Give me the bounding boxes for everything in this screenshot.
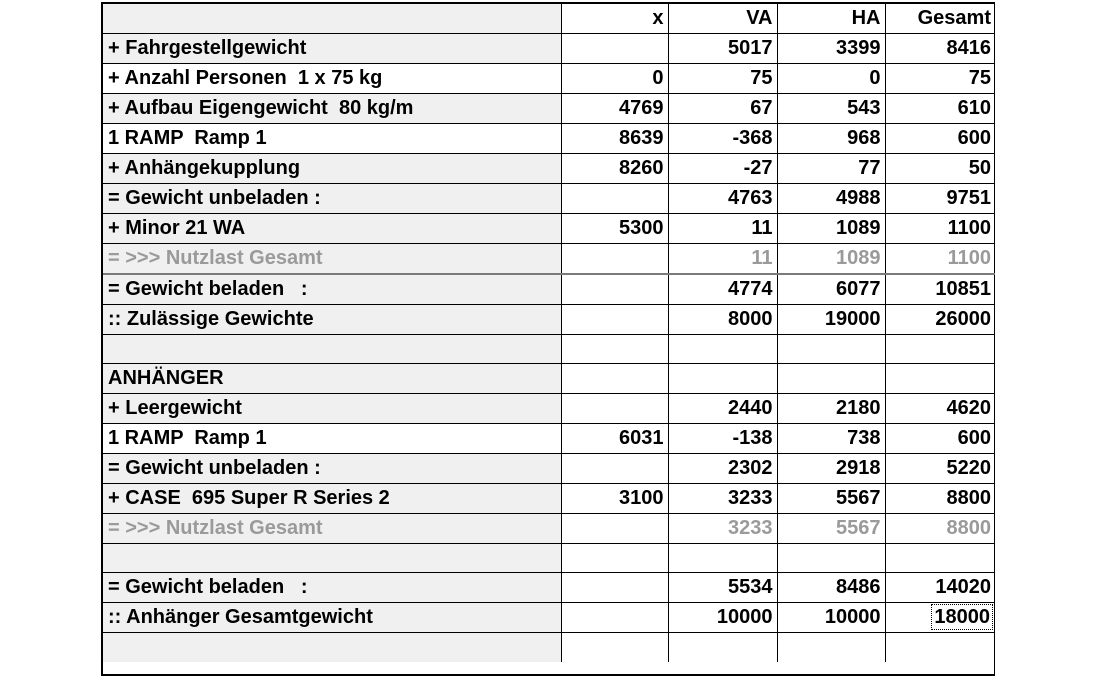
table-row[interactable]: [103, 364, 995, 394]
table-row[interactable]: [103, 274, 995, 305]
table-row[interactable]: [103, 305, 995, 335]
cell-va[interactable]: 67: [668, 94, 777, 124]
cell-ha[interactable]: 1089: [777, 214, 885, 244]
cell-x[interactable]: [561, 184, 668, 214]
cell-x[interactable]: 0: [561, 64, 668, 94]
header-gesamt: Gesamt: [885, 4, 995, 34]
cell-va[interactable]: 2440: [668, 394, 777, 424]
cell-gesamt[interactable]: 8800: [885, 484, 995, 514]
table-row[interactable]: [103, 633, 995, 662]
cell-va[interactable]: -138: [668, 424, 777, 454]
row-label[interactable]: + Anzahl Personen 1 x 75 kg: [103, 64, 561, 94]
cell-gesamt[interactable]: [885, 544, 995, 573]
cell-gesamt[interactable]: 14020: [885, 573, 995, 603]
table-row[interactable]: [103, 244, 995, 275]
cell-gesamt[interactable]: 600: [885, 424, 995, 454]
cell-ha[interactable]: 2180: [777, 394, 885, 424]
cell-va[interactable]: 11: [668, 214, 777, 244]
cell-ha[interactable]: 77: [777, 154, 885, 184]
cell-x[interactable]: 8260: [561, 154, 668, 184]
row-label[interactable]: + Aufbau Eigengewicht 80 kg/m: [103, 94, 561, 124]
table-row[interactable]: [103, 94, 995, 124]
row-label[interactable]: = Gewicht unbeladen :: [103, 184, 561, 214]
cell-gesamt[interactable]: 1100: [885, 214, 995, 244]
cell-x[interactable]: [561, 394, 668, 424]
cell-va[interactable]: 4774: [668, 274, 777, 305]
cell-ha[interactable]: 5567: [777, 514, 885, 544]
table-row[interactable]: [103, 544, 995, 573]
row-label[interactable]: :: Anhänger Gesamtgewicht: [103, 603, 561, 633]
cell-gesamt[interactable]: 5220: [885, 454, 995, 484]
row-label[interactable]: = >>> Nutzlast Gesamt: [103, 244, 561, 275]
table-row[interactable]: [103, 454, 995, 484]
cell-gesamt[interactable]: 610: [885, 94, 995, 124]
cell-gesamt[interactable]: 50: [885, 154, 995, 184]
cell-x[interactable]: [561, 633, 668, 662]
table-row[interactable]: [103, 603, 995, 633]
section-heading-anhaenger[interactable]: ANHÄNGER: [103, 364, 561, 394]
cell-va[interactable]: [668, 335, 777, 364]
cell-va[interactable]: 5017: [668, 34, 777, 64]
table-row[interactable]: [103, 214, 995, 244]
cell-x[interactable]: [561, 34, 668, 64]
row-label[interactable]: = Gewicht beladen :: [103, 573, 561, 603]
cell-va[interactable]: -368: [668, 124, 777, 154]
cell-gesamt[interactable]: 8800: [885, 514, 995, 544]
cell-ha[interactable]: 738: [777, 424, 885, 454]
row-label[interactable]: = >>> Nutzlast Gesamt: [103, 514, 561, 544]
cell-va[interactable]: 4763: [668, 184, 777, 214]
cell-gesamt[interactable]: 75: [885, 64, 995, 94]
cell-gesamt[interactable]: [885, 364, 995, 394]
cell-ha[interactable]: 19000: [777, 305, 885, 335]
cell-va[interactable]: 3233: [668, 514, 777, 544]
row-label[interactable]: + Leergewicht: [103, 394, 561, 424]
cell-x[interactable]: [561, 573, 668, 603]
weight-calculation-grid: [101, 2, 995, 676]
table-row[interactable]: [103, 394, 995, 424]
cell-ha[interactable]: [777, 335, 885, 364]
table-row[interactable]: [103, 335, 995, 364]
row-label[interactable]: + CASE 695 Super R Series 2: [103, 484, 561, 514]
cell-va[interactable]: 5534: [668, 573, 777, 603]
cell-gesamt-focused[interactable]: [885, 603, 995, 633]
header-va: VA: [668, 4, 777, 34]
cell-ha[interactable]: 2918: [777, 454, 885, 484]
cell-gesamt[interactable]: [885, 633, 995, 662]
cell-gesamt[interactable]: 600: [885, 124, 995, 154]
table-row[interactable]: [103, 124, 995, 154]
cell-gesamt[interactable]: 26000: [885, 305, 995, 335]
cell-ha[interactable]: 4988: [777, 184, 885, 214]
cell-x[interactable]: [561, 454, 668, 484]
row-label[interactable]: 1 RAMP Ramp 1: [103, 424, 561, 454]
cell-x[interactable]: [561, 364, 668, 394]
cell-gesamt[interactable]: [885, 335, 995, 364]
cell-gesamt[interactable]: 1100: [885, 244, 995, 275]
header-row: [103, 4, 995, 34]
row-label[interactable]: [103, 335, 561, 364]
cell-x[interactable]: [561, 274, 668, 305]
table-row[interactable]: [103, 573, 995, 603]
cell-ha[interactable]: 8486: [777, 573, 885, 603]
row-label[interactable]: = Gewicht beladen :: [103, 274, 561, 305]
cell-va[interactable]: 3233: [668, 484, 777, 514]
table-row[interactable]: [103, 424, 995, 454]
row-label[interactable]: = Gewicht unbeladen :: [103, 454, 561, 484]
cell-gesamt[interactable]: 10851: [885, 274, 995, 305]
cell-ha[interactable]: [777, 544, 885, 573]
cell-x[interactable]: [561, 244, 668, 275]
cell-x[interactable]: 5300: [561, 214, 668, 244]
cell-gesamt[interactable]: 4620: [885, 394, 995, 424]
cell-va[interactable]: [668, 633, 777, 662]
cell-va[interactable]: 11: [668, 244, 777, 275]
cell-ha[interactable]: 6077: [777, 274, 885, 305]
cell-x[interactable]: [561, 335, 668, 364]
cell-ha[interactable]: 0: [777, 64, 885, 94]
cell-ha[interactable]: 543: [777, 94, 885, 124]
cell-va[interactable]: 75: [668, 64, 777, 94]
row-label[interactable]: 1 RAMP Ramp 1: [103, 124, 561, 154]
cell-va[interactable]: 8000: [668, 305, 777, 335]
row-label[interactable]: + Anhängekupplung: [103, 154, 561, 184]
focused-cell-value[interactable]: 18000: [934, 606, 990, 628]
header-ha: HA: [777, 4, 885, 34]
row-label[interactable]: [103, 633, 561, 662]
cell-ha[interactable]: 1089: [777, 244, 885, 275]
cell-va[interactable]: 2302: [668, 454, 777, 484]
table-row[interactable]: [103, 34, 995, 64]
cell-gesamt[interactable]: 8416: [885, 34, 995, 64]
cell-va[interactable]: [668, 364, 777, 394]
table-row[interactable]: [103, 484, 995, 514]
cell-ha[interactable]: 968: [777, 124, 885, 154]
cell-x[interactable]: 3100: [561, 484, 668, 514]
cell-x[interactable]: 6031: [561, 424, 668, 454]
row-label[interactable]: + Fahrgestellgewicht: [103, 34, 561, 64]
cell-va[interactable]: -27: [668, 154, 777, 184]
cell-x[interactable]: [561, 514, 668, 544]
table-row[interactable]: [103, 154, 995, 184]
table-row[interactable]: [103, 514, 995, 544]
cell-x[interactable]: [561, 603, 668, 633]
cell-ha[interactable]: [777, 633, 885, 662]
row-label[interactable]: :: Zulässige Gewichte: [103, 305, 561, 335]
cell-gesamt[interactable]: 9751: [885, 184, 995, 214]
cell-va[interactable]: 10000: [668, 603, 777, 633]
cell-ha[interactable]: 10000: [777, 603, 885, 633]
cell-x[interactable]: 4769: [561, 94, 668, 124]
row-label[interactable]: + Minor 21 WA: [103, 214, 561, 244]
table-row[interactable]: [103, 64, 995, 94]
header-label-cell: [103, 4, 561, 34]
weight-table: [103, 4, 995, 662]
cell-x[interactable]: [561, 544, 668, 573]
header-x: x: [561, 4, 668, 34]
cell-ha[interactable]: 5567: [777, 484, 885, 514]
cell-x[interactable]: 8639: [561, 124, 668, 154]
cell-x[interactable]: [561, 305, 668, 335]
cell-ha[interactable]: [777, 364, 885, 394]
row-label[interactable]: [103, 544, 561, 573]
cell-va[interactable]: [668, 544, 777, 573]
table-row[interactable]: [103, 184, 995, 214]
cell-ha[interactable]: 3399: [777, 34, 885, 64]
